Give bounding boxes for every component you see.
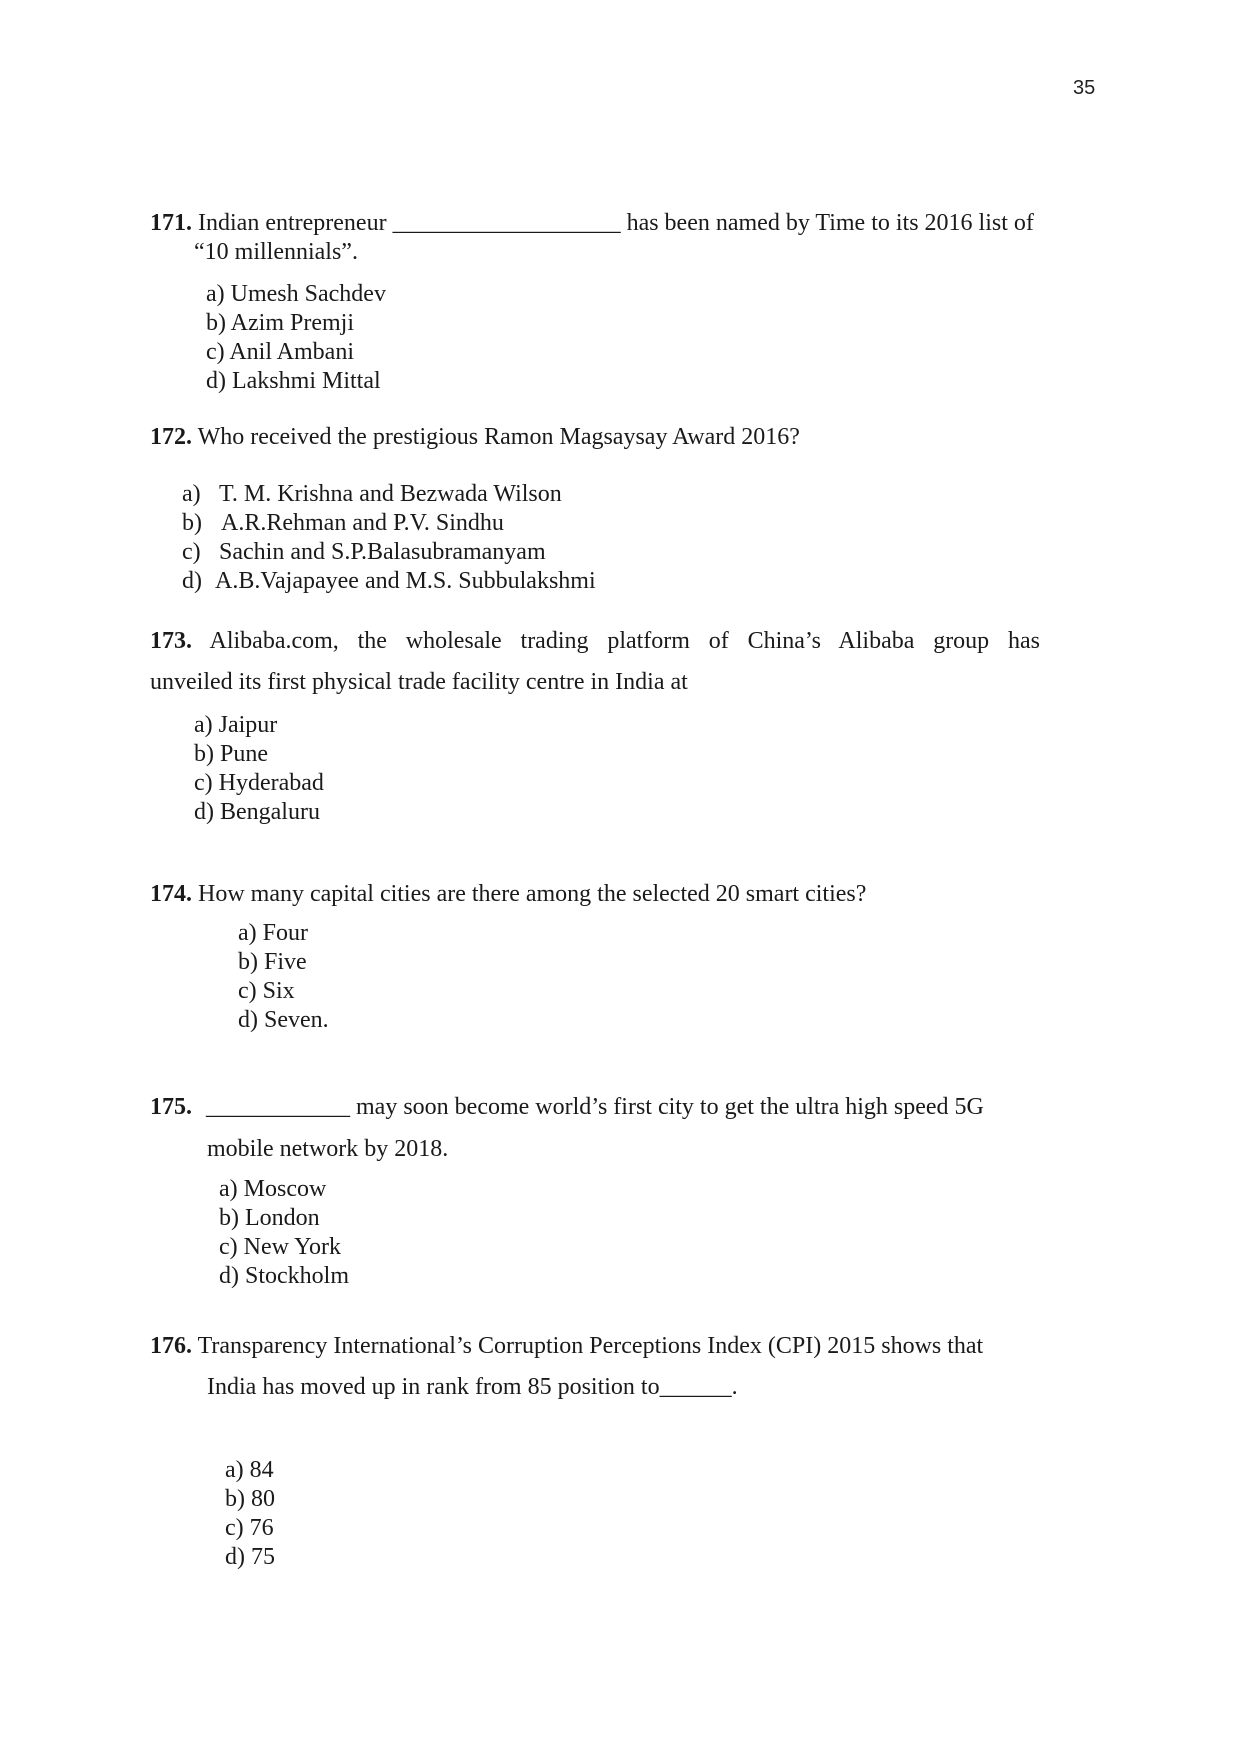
option-b: b) London	[219, 1205, 320, 1231]
question-172-line-1	[150, 423, 800, 451]
option-c: c) Hyderabad	[194, 770, 324, 796]
option-text: Sachin and S.P.Balasubramanyam	[219, 539, 546, 565]
option-d: d) Lakshmi Mittal	[206, 368, 381, 394]
question-174-line-1	[150, 880, 866, 908]
option-a: a) Four	[238, 920, 308, 946]
option-d: d) Seven.	[238, 1007, 329, 1033]
options-list	[219, 1175, 349, 1291]
option-c	[182, 538, 596, 567]
question-173-line-1	[150, 627, 1040, 655]
option-d: d) Bengaluru	[194, 799, 320, 825]
option-c: c) 76	[225, 1515, 274, 1541]
option-d: d) 75	[225, 1544, 275, 1570]
options-list	[206, 280, 386, 396]
option-a: a) Umesh Sachdev	[206, 281, 386, 307]
option-a: a) Jaipur	[194, 712, 278, 738]
option-b: b) 80	[225, 1486, 275, 1512]
option-text: A.R.Rehman and P.V. Sindhu	[221, 510, 504, 536]
option-b: b) Azim Premji	[206, 310, 354, 336]
question-173-line-2: unveiled its first physical trade facility centre in India at	[150, 669, 688, 695]
question-175-line-1	[150, 1093, 984, 1121]
question-number: 176.	[150, 1333, 192, 1359]
option-d: d) Stockholm	[219, 1263, 349, 1289]
question-number: 173.	[150, 628, 192, 654]
question-text: Who received the prestigious Ramon Magsaysay Award 2016?	[197, 424, 800, 450]
options-list	[182, 480, 596, 596]
question-number: 172.	[150, 424, 192, 450]
option-text: A.B.Vajapayee and M.S. Subbulakshmi	[215, 568, 596, 594]
option-c: c) Six	[238, 978, 295, 1004]
option-label: b)	[182, 510, 202, 536]
option-b: b) Five	[238, 949, 307, 975]
options-list	[238, 919, 329, 1035]
option-label: d)	[182, 568, 202, 594]
options-list	[194, 711, 324, 827]
question-text: How many capital cities are there among the selected 20 smart cities?	[198, 881, 867, 907]
option-text: T. M. Krishna and Bezwada Wilson	[219, 481, 562, 507]
option-c: c) New York	[219, 1234, 341, 1260]
question-171-line-1	[150, 209, 1034, 237]
option-a	[182, 480, 596, 509]
question-number: 175.	[150, 1094, 192, 1120]
option-label: c)	[182, 539, 201, 565]
option-a: a) Moscow	[219, 1176, 327, 1202]
page-number: 35	[1073, 77, 1096, 99]
option-b	[182, 509, 596, 538]
question-176-line-2: India has moved up in rank from 85 position to______.	[207, 1374, 738, 1400]
option-c: c) Anil Ambani	[206, 339, 354, 365]
option-b: b) Pune	[194, 741, 268, 767]
options-list	[225, 1456, 275, 1572]
question-text: ____________ may soon become world’s first city to get the ultra high speed 5G	[206, 1094, 984, 1120]
option-d	[182, 567, 596, 596]
question-number: 174.	[150, 881, 192, 907]
question-171-line-2: “10 millennials”.	[194, 239, 358, 265]
question-text: Alibaba.com, the wholesale trading platform of China’s Alibaba group has	[209, 628, 1040, 654]
question-text: Indian entrepreneur ___________________ has been named by Time to its 2016 list of	[198, 210, 1034, 236]
question-text: Transparency International’s Corruption Perceptions Index (CPI) 2015 shows that	[197, 1333, 984, 1359]
question-number: 171.	[150, 210, 192, 236]
option-label: a)	[182, 481, 201, 507]
option-a: a) 84	[225, 1457, 274, 1483]
question-176-line-1	[150, 1332, 983, 1360]
question-175-line-2: mobile network by 2018.	[207, 1136, 449, 1162]
